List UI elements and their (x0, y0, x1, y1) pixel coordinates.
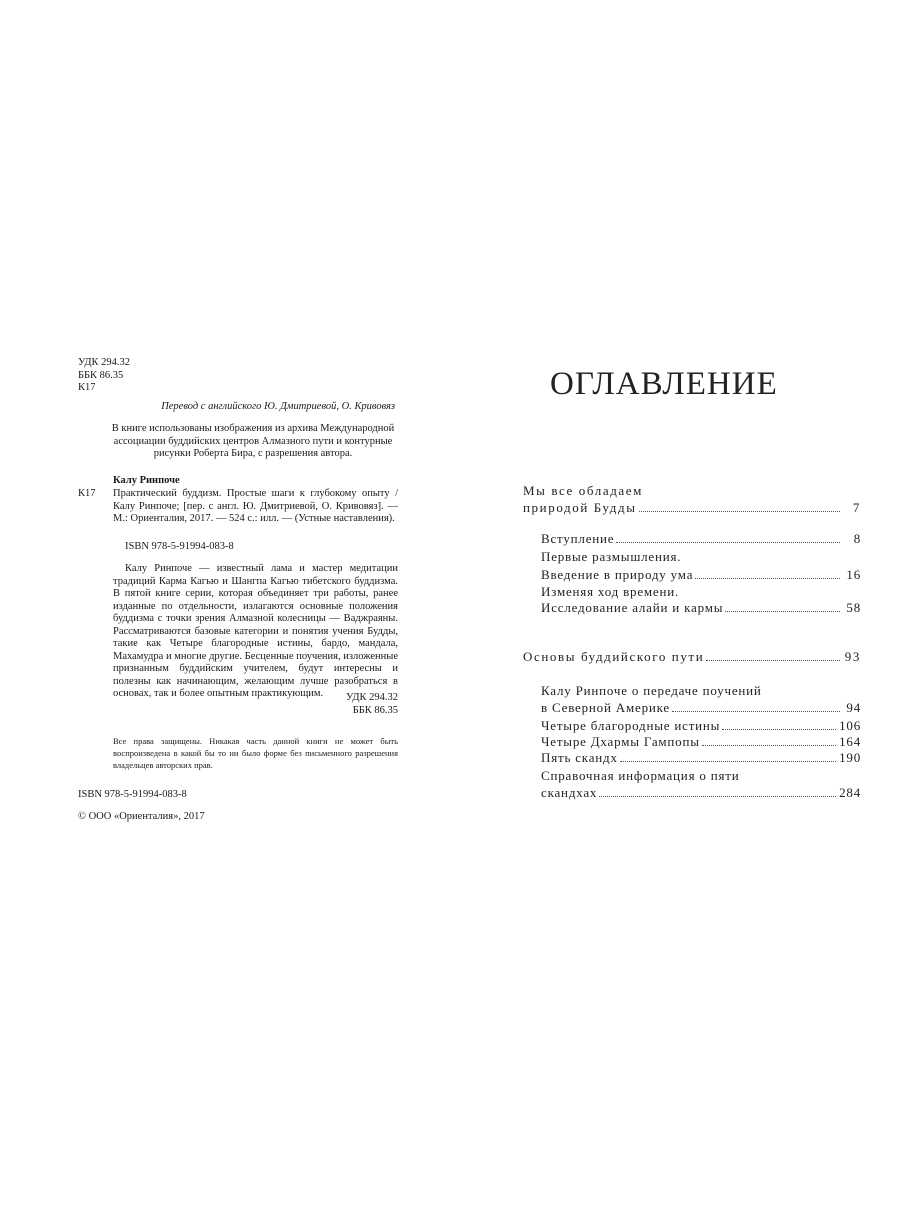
toc-section-2[interactable] (523, 648, 861, 665)
toc-item[interactable] (541, 749, 861, 766)
toc-entry-title: скандхах (541, 785, 598, 800)
dot-leader (599, 795, 836, 797)
bibliographic-record: Практический буддизм. Простые шаги к глубокому опыту / Калу Ринпоче; [пер. с англ. Ю. Дмитриевой, О. Кривовяз]. — М.: Ориенталия, 2017. — 524 с.: илл. — (Устные наставления). (113, 488, 398, 524)
toc-page-number: 164 (839, 734, 861, 749)
toc-entry-title: Пять скандх (541, 750, 618, 765)
toc-entry-title: Введение в природу ума (541, 567, 694, 582)
dot-leader (620, 760, 836, 762)
toc-page-number: 94 (846, 700, 861, 715)
library-codes-top (78, 357, 130, 395)
toc-page-number: 16 (846, 567, 861, 582)
toc-entry-title: Мы все обладаем (523, 483, 643, 498)
toc-entry-title: Изменяя ход времени. (541, 584, 680, 599)
toc-item[interactable] (541, 717, 861, 734)
toc-page-number: 8 (853, 531, 861, 546)
toc-item[interactable] (541, 682, 861, 716)
toc-entry-title: в Северной Америке (541, 700, 670, 715)
isbn-record: ISBN 978-5-91994-083-8 (125, 541, 234, 552)
author-name: Калу Ринпоче (113, 475, 180, 486)
rights-notice: Все права защищены. Никакая часть данной книги не может быть воспроизведена в какой бы то ни было форме без письменного разрешения владельцев авторских прав. (113, 736, 398, 770)
toc-section-1[interactable] (523, 482, 861, 516)
dot-leader (722, 728, 836, 730)
toc-page-number: 106 (839, 718, 861, 733)
author-mark-side: К17 (78, 488, 96, 499)
dot-leader (672, 710, 840, 712)
toc-entry-title: Четыре благородные истины (541, 718, 721, 733)
table-of-contents (460, 0, 920, 1220)
toc-entry-title: Первые размышления. (541, 549, 682, 564)
dot-leader (725, 610, 840, 612)
toc-page-number: 93 (844, 649, 861, 664)
library-codes-bottom (290, 692, 398, 717)
author-mark: К17 (78, 382, 96, 393)
dot-leader (616, 541, 840, 543)
toc-item[interactable] (541, 566, 861, 583)
toc-item[interactable] (541, 530, 861, 547)
isbn-footer: ISBN 978-5-91994-083-8 (78, 789, 187, 800)
toc-entry-title: Калу Ринпоче о передаче поучений (541, 683, 762, 698)
dot-leader (702, 744, 836, 746)
toc-item[interactable] (541, 733, 861, 750)
dot-leader (639, 510, 840, 512)
bbk-code-bottom: ББК 86.35 (352, 704, 398, 716)
udk-code: УДК 294.32 (78, 357, 131, 368)
translators-credit: Перевод с английского Ю. Дмитриевой, О. Кривовяз (161, 401, 395, 412)
toc-title: ОГЛАВЛЕНИЕ (550, 366, 778, 402)
toc-page-number: 58 (846, 600, 861, 615)
book-abstract: Калу Ринпоче — известный лама и мастер медитации традиций Карма Кагью и Шангпа Кагью тибетского буддизма. В пятой книге серии, которая объединяет три работы, ранее изданные по отдельности, излагаются основные положения буддизма с точки зрения Алмазной колесницы — Ваджраяны. Рассматриваются базовые категории и понятия учения Будды, такие как Четыре благородные истины, бардо, мандала, Махамудра и многие другие. Бесценные поучения, изложенные признанным буддийским учителем, будут интересны и полезны как начинающим, желающим лучше разобраться в основах, так и более опытным практикующим. (113, 563, 398, 699)
toc-page-number: 190 (839, 750, 861, 765)
toc-item[interactable] (541, 548, 861, 565)
toc-page-number: 284 (839, 785, 861, 800)
toc-page-number: 7 (852, 500, 861, 515)
toc-entry-title: природой Будды (523, 500, 637, 515)
illustrations-note: В книге использованы изображения из архива Международной ассоциации буддийских центров Алмазного пути и контурные рисунки Роберта Бира, с разрешения автора. (111, 423, 395, 459)
bbk-code: ББК 86.35 (78, 369, 124, 381)
toc-item[interactable] (541, 583, 861, 600)
dot-leader (706, 659, 840, 661)
toc-entry-title: Вступление (541, 531, 615, 546)
copyright-notice: © ООО «Ориенталия», 2017 (78, 811, 205, 822)
toc-entry-title: Справочная информация о пяти (541, 768, 740, 783)
toc-item[interactable] (541, 599, 861, 616)
toc-entry-title: Основы буддийского пути (523, 649, 705, 664)
toc-entry-title: Исследование алайи и кармы (541, 600, 724, 615)
dot-leader (695, 577, 840, 579)
toc-entry-title: Четыре Дхармы Гампопы (541, 734, 700, 749)
right-page (460, 0, 920, 1220)
toc-item[interactable] (541, 767, 861, 801)
udk-code-bottom: УДК 294.32 (345, 692, 398, 703)
